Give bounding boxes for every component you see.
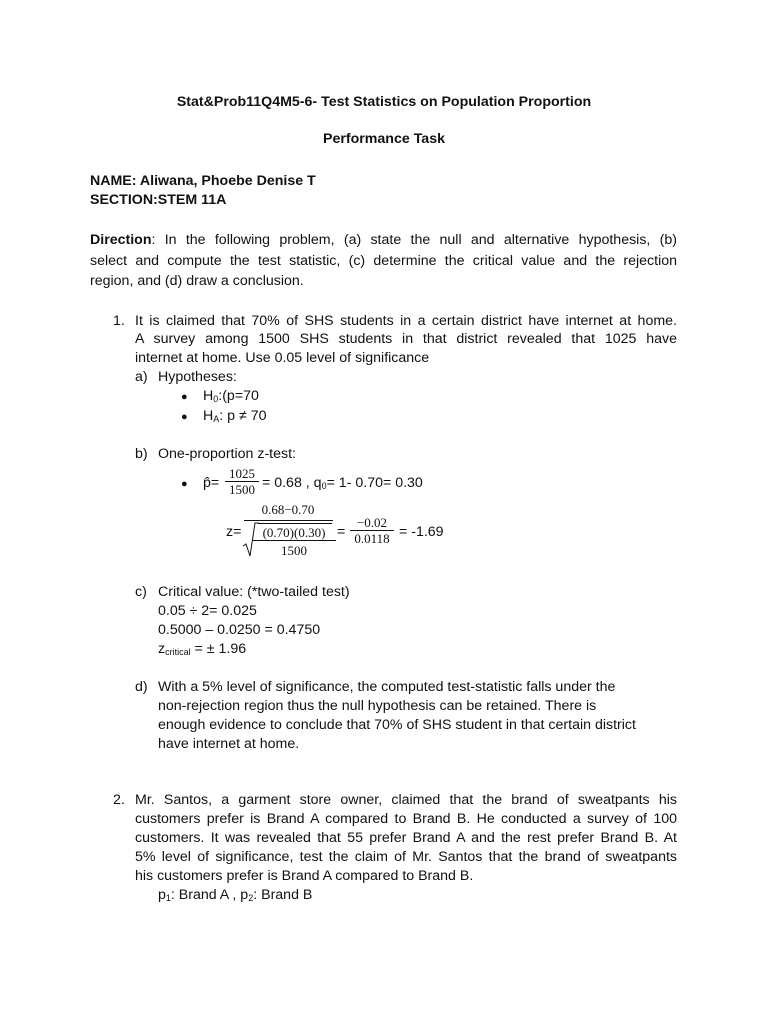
part-a-label: a) (135, 369, 148, 385)
population-2-text: : Brand B (253, 887, 313, 903)
z-numerator: 0.68−0.70 (261, 502, 315, 517)
direction-line-3: region, and (d) draw a conclusion. (90, 273, 304, 289)
part-b-label: b) (135, 446, 148, 462)
phat-denominator: 1500 (229, 482, 255, 497)
part-d-line-2: non-rejection region thus the null hypothesis can be retained. There is (158, 698, 597, 714)
z-second-numerator: −0.02 (350, 515, 394, 531)
q-result-text: = 1- 0.70= 0.30 (326, 475, 423, 491)
part-c-line-1: 0.05 ÷ 2= 0.025 (158, 603, 257, 619)
page-subtitle: Performance Task (323, 131, 445, 147)
part-d-line-4: have internet at home. (158, 736, 300, 752)
part-d-line-3: enough evidence to conclude that 70% of SHS student in that certain district (158, 717, 636, 733)
part-a-title: Hypotheses: (158, 369, 237, 385)
part-b-title: One-proportion z-test: (158, 446, 296, 462)
direction-label: Direction (90, 232, 152, 248)
alt-hypothesis-text: : p ≠ 70 (219, 408, 267, 424)
z-second-denominator: 0.0118 (354, 531, 390, 546)
square-root-overline (258, 523, 332, 524)
problem-1-line-1: It is claimed that 70% of SHS students in a certain district have internet at home. (135, 313, 677, 329)
bullet-icon: ● (181, 411, 188, 423)
problem-2-line-3: customers. It was revealed that 55 prefer Brand A and the rest prefer Brand B. At (135, 830, 677, 846)
part-d-line-1: With a 5% level of significance, the computed test-statistic falls under the (158, 679, 616, 695)
problem-2-line-1: Mr. Santos, a garment store owner, claimed that the brand of sweatpants his (135, 792, 677, 808)
z-critical-subscript: critical (165, 647, 191, 657)
problem-2-number: 2. (113, 792, 125, 808)
z-equals: = (337, 524, 346, 540)
phat-result (262, 475, 423, 491)
z-root-numerator: (0.70)(0.30) (252, 525, 336, 541)
q-subscript: 0 (321, 481, 327, 491)
problem-2-line-4: 5% level of significance, test the claim of Mr. Santos that the brand of sweatpants (135, 849, 677, 865)
z-critical (158, 641, 246, 657)
direction-line-2: select and compute the test statistic, (c) determine the critical value and the rejection (90, 253, 677, 269)
phat-prefix: p̂= (203, 475, 220, 491)
part-c-title: Critical value: (*two-tailed test) (158, 584, 350, 600)
z-result: = -1.69 (399, 524, 444, 540)
part-c-label: c) (135, 584, 147, 600)
part-c-line-2: 0.5000 – 0.0250 = 0.4750 (158, 622, 321, 638)
page-title: Stat&Prob11Q4M5-6- Test Statistics on Population Proportion (176, 94, 592, 110)
null-hypothesis: $H_0:(p=70$ (203, 388, 259, 404)
z-critical-z: z (158, 641, 166, 657)
student-section: SECTION:STEM 11A (90, 192, 227, 208)
direction-text-1: : In the following problem, (a) state the null and alternative hypothesis, (b) (151, 232, 677, 248)
population-1-text: : Brand A , p (170, 887, 249, 903)
phat-result-text: = 0.68 , q (262, 475, 322, 491)
part-d-label: d) (135, 679, 148, 695)
z-second-fraction (350, 515, 394, 546)
problem-1-line-3: internet at home. Use 0.05 level of significance (135, 350, 430, 366)
bullet-icon: ● (181, 478, 188, 490)
phat-fraction (225, 466, 259, 497)
null-hypothesis-text: :(p=70 (218, 388, 259, 404)
phat-numerator: 1025 (225, 466, 259, 482)
z-prefix: z= (226, 524, 242, 540)
problem-2-line-2: customers prefer is Brand A compared to Brand B. He conducted a survey of 100 (135, 811, 677, 827)
direction-line-1 (90, 232, 677, 248)
bullet-icon: ● (181, 391, 188, 403)
problem-1-line-2: A survey among 1500 SHS students in that district revealed that 1025 have (135, 331, 677, 347)
z-critical-value: = ± 1.96 (190, 641, 247, 657)
student-name: NAME: Aliwana, Phoebe Denise T (90, 173, 316, 189)
z-root-fraction (252, 525, 336, 558)
problem-1-number: 1. (113, 313, 125, 329)
problem-2-populations: $p_1$: Brand A , $p_2$: Brand B (158, 887, 313, 903)
alt-hypothesis: $H_A$: p ≠ 70 (203, 408, 267, 424)
z-root-denominator: 1500 (281, 543, 307, 558)
problem-2-line-5: his customers prefer is Brand A compared to Brand B. (135, 868, 474, 884)
